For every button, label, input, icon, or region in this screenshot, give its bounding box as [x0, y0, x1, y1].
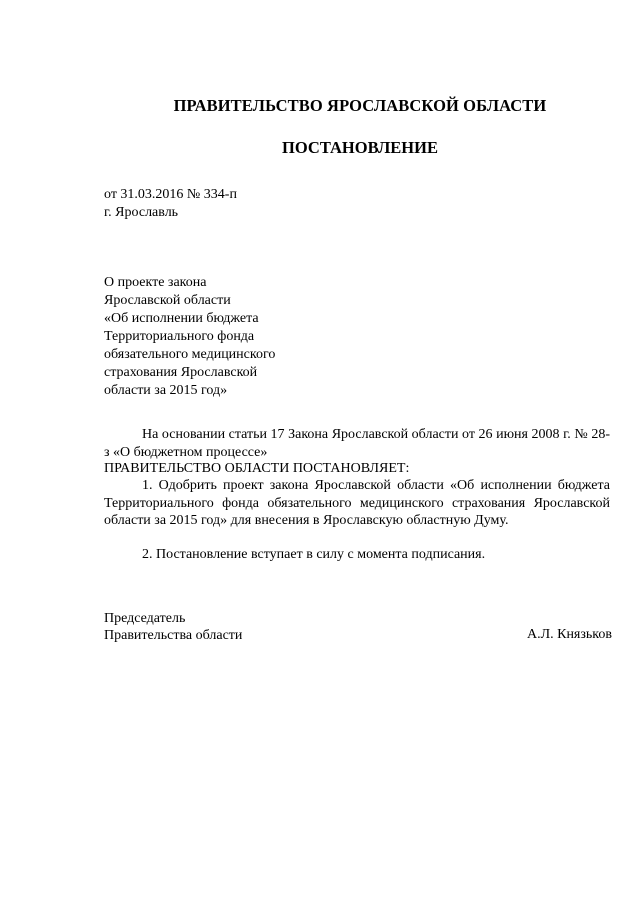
- government-header: ПРАВИТЕЛЬСТВО ЯРОСЛАВСКОЙ ОБЛАСТИ: [173, 96, 547, 115]
- signatory-name: А.Л. Князьков: [527, 627, 612, 642]
- subject-line: «Об исполнении бюджета: [104, 311, 259, 326]
- intro-text: На основании статьи 17 Закона Ярославской области от 26 июня 2008 г. № 28-з «О бюджетном процессе»: [104, 427, 610, 460]
- item-1-paragraph: [104, 477, 610, 530]
- subject-line: Ярославской области: [104, 293, 231, 308]
- decree-line: ПРАВИТЕЛЬСТВО ОБЛАСТИ ПОСТАНОВЛЯЕТ:: [104, 461, 410, 476]
- signature-title-line2: Правительства области: [104, 628, 243, 643]
- item-2-text: 2. Постановление вступает в силу с момента подписания.: [142, 547, 486, 562]
- city: г. Ярославль: [104, 205, 179, 220]
- date-number: от 31.03.2016 № 334-п: [104, 187, 237, 202]
- subject-line: Территориального фонда: [104, 329, 255, 344]
- subject-line: О проекте закона: [104, 275, 207, 290]
- subject-line: области за 2015 год»: [104, 383, 228, 398]
- item-1-text: 1. Одобрить проект закона Ярославской области «Об исполнении бюджета Территориального фонда обязательного медицинского страхования Ярославской области за 2015 год» для внесения в Ярославскую областную Думу.: [104, 478, 610, 528]
- document-type-title: ПОСТАНОВЛЕНИЕ: [282, 138, 438, 157]
- item-2-paragraph: [104, 546, 610, 564]
- intro-paragraph: [104, 426, 610, 461]
- subject-line: обязательного медицинского: [104, 347, 276, 362]
- subject-line: страхования Ярославской: [104, 365, 258, 380]
- signature-title-line1: Председатель: [104, 611, 186, 626]
